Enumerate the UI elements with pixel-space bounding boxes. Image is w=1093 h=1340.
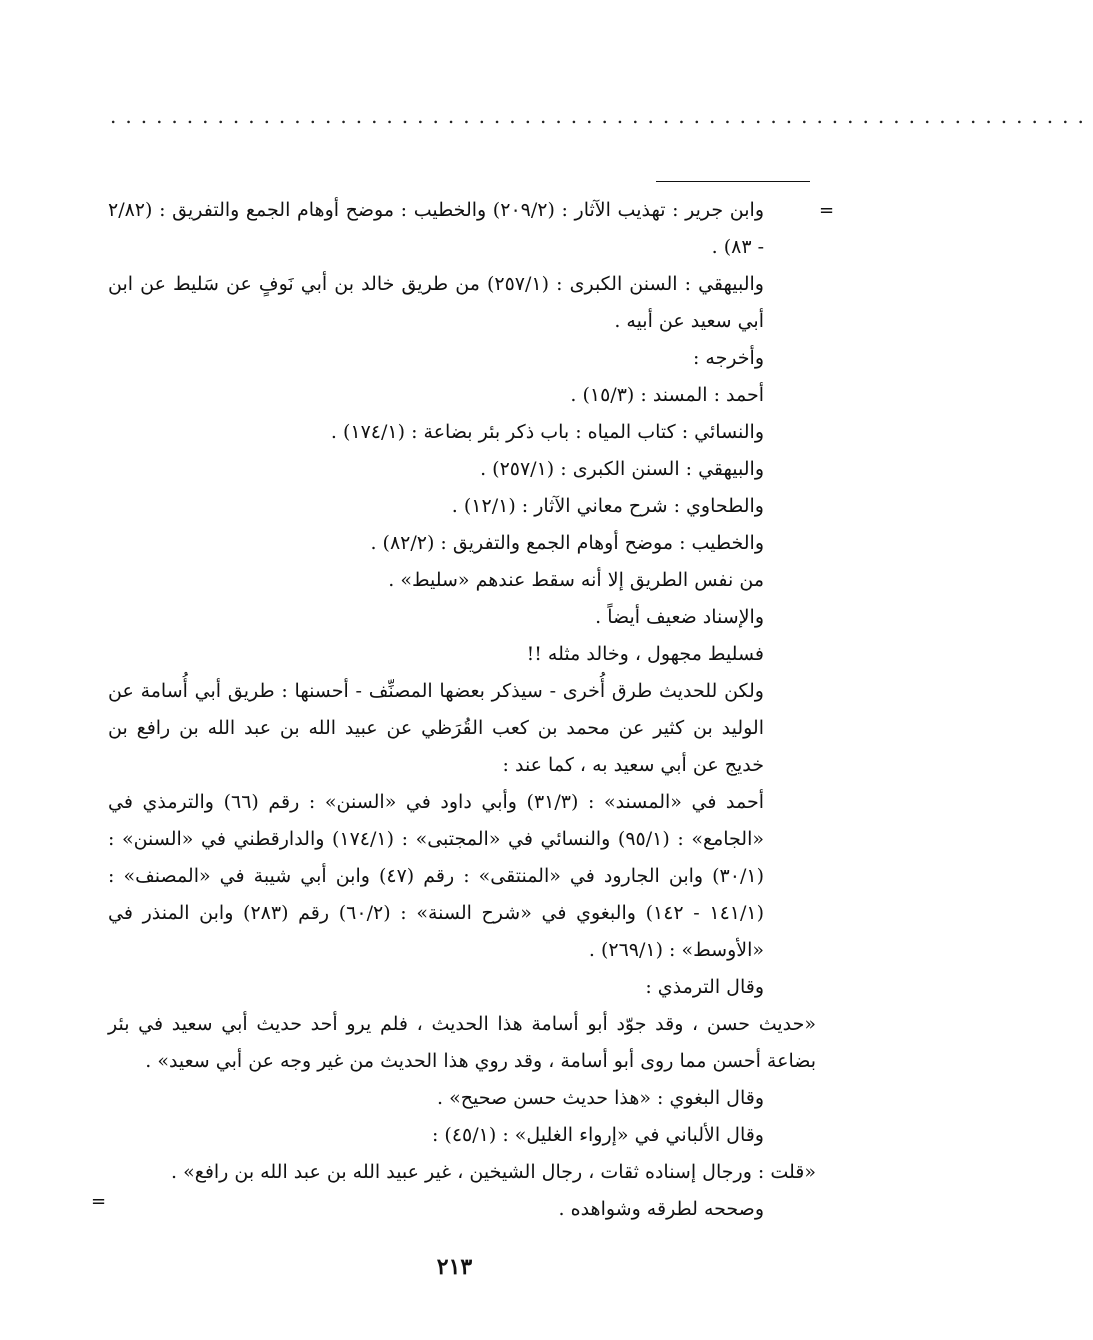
paragraph: وأخرجه : [692, 347, 764, 369]
page-number: ٢١٣ [436, 1254, 473, 1280]
paragraph: وابن جرير : تهذيب الآثار : (٢٠٩/٢) والخطيب : موضح أوهام الجمع والتفريق : (٢/٨٢ - ٨٣) . [108, 199, 764, 258]
citation-line: أحمد : المسند : (١٥/٣) . [570, 384, 764, 406]
paragraph: فسليط مجهول ، وخالد مثله !! [526, 643, 764, 665]
paragraph: وقال الترمذي : [645, 976, 764, 998]
header-dotted-line: ................................................................ [110, 104, 1093, 128]
footnote-separator [656, 181, 810, 182]
continuation-marker-top: = [819, 200, 835, 221]
citation-line: والخطيب : موضح أوهام الجمع والتفريق : (٨٢/٢) . [370, 532, 764, 554]
footnote-body [108, 192, 816, 1228]
citation-line: والنسائي : كتاب المياه : باب ذكر بئر بضاعة : (١٧٤/١) . [330, 421, 764, 443]
paragraph: ولكن للحديث طرق أُخرى - سيذكر بعضها المصنِّف - أحسنها : طريق أبي أُسامة عن الوليد بن كثير عن محمد بن كعب القُرَظي عن عبيد الله بن عبد الله بن رافع بن خديج عن أبي سعيد به ، كما عند : [108, 680, 764, 776]
quotation: «قلت : ورجال إسناده ثقات ، رجال الشيخين ، غير عبيد الله بن عبد الله بن رافع» . [171, 1161, 816, 1183]
continuation-marker-bottom: = [91, 1191, 107, 1212]
citation-line: والطحاوي : شرح معاني الآثار : (١٢/١) . [451, 495, 764, 517]
paragraph: وقال الألباني في «إرواء الغليل» : (٤٥/١) : [431, 1124, 764, 1146]
paragraph: والبيهقي : السنن الكبرى : (٢٥٧/١) من طريق خالد بن أبي نَوفٍ عن سَليط عن ابن أبي سعيد عن أبيه . [108, 273, 764, 332]
paragraph: وقال البغوي : «هذا حديث حسن صحيح» . [437, 1087, 764, 1109]
paragraph: والإسناد ضعيف أيضاً . [595, 606, 764, 628]
citation-line: والبيهقي : السنن الكبرى : (٢٥٧/١) . [480, 458, 764, 480]
paragraph: أحمد في «المسند» : (٣١/٣) وأبي داود في «السنن» : رقم (٦٦) والترمذي في «الجامع» : (٩٥/١) والنسائي في «المجتبى» : (١٧٤/١) والدارقطني في «السنن» : (٣٠/١) وابن الجارود في «المنتقى» : رقم (٤٧) وابن أبي شيبة في «المصنف» : (١٤١/١ - ١٤٢) والبغوي في «شرح السنة» : (٦٠/٢) رقم (٢٨٣) وابن المنذر في «الأوسط» : (٢٦٩/١) . [108, 791, 765, 961]
paragraph: وصححه لطرقه وشواهده . [558, 1198, 764, 1220]
quotation: «حديث حسن ، وقد جوّد أبو أسامة هذا الحديث ، فلم يرو أحد حديث أبي سعيد في بئر بضاعة أحسن مما روى أبو أسامة ، وقد روي هذا الحديث من غير وجه عن أبي سعيد» . [108, 1013, 816, 1072]
paragraph: من نفس الطريق إلا أنه سقط عندهم «سليط» . [388, 569, 764, 591]
